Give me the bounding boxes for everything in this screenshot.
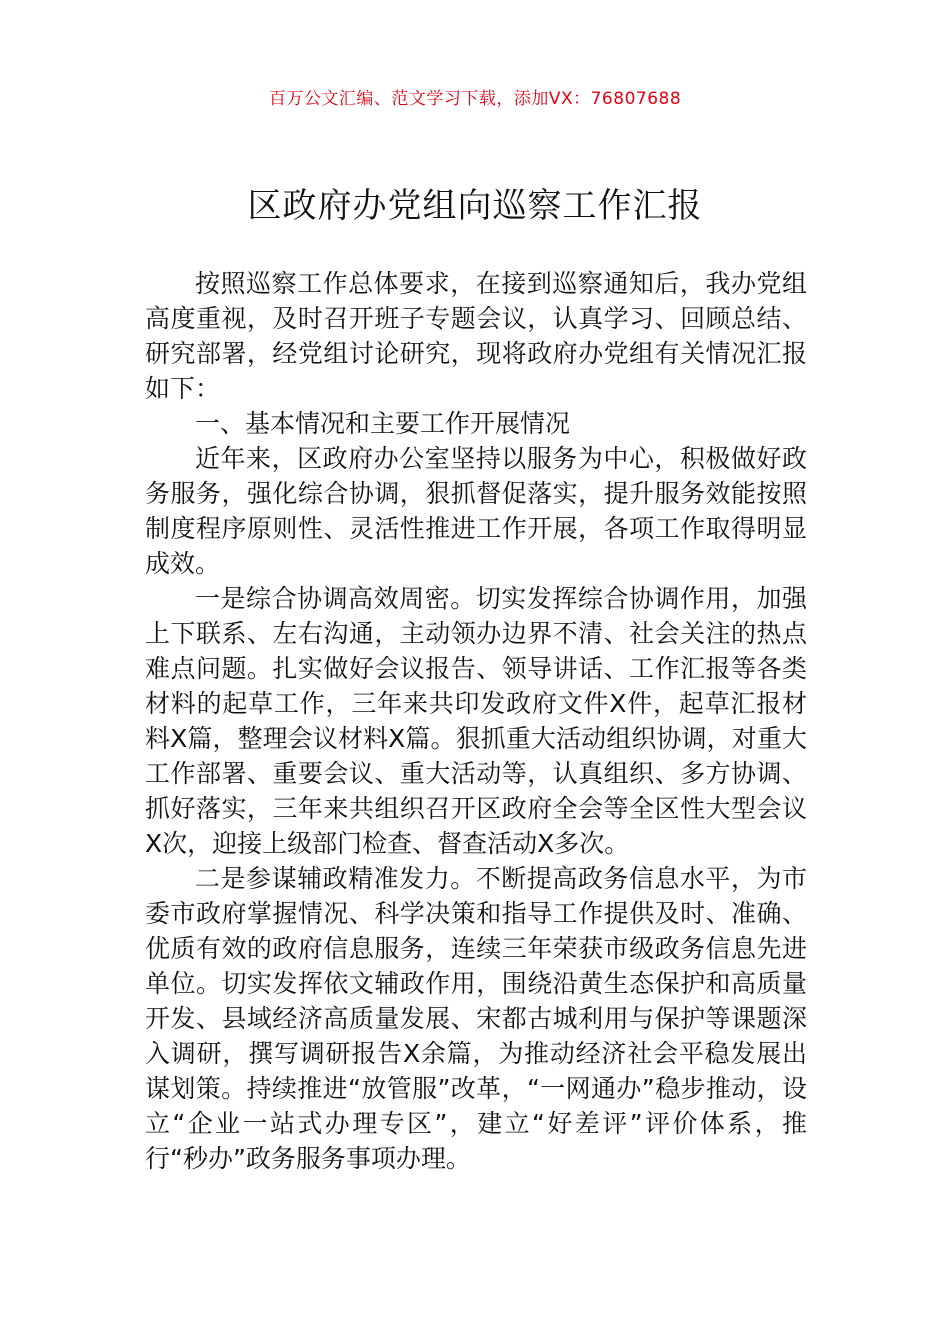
section-heading: 一、基本情况和主要工作开展情况 <box>195 409 571 438</box>
paragraph-point-two: 二是参谋辅政精准发力。不断提高政务信息水平，为市委市政府掌握情况、科学决策和指导工作提供及时、准确、优质有效的政府信息服务，连续三年荣获市级政务信息先进单位。切实发挥依文辅政作用，围绕沿黄生态保护和高质量开发、县域经济高质量发展、宋都古城利用与保护等课题深入调研，撰写调研报告X余篇，为推动经济社会平稳发展出谋划策。持续推进“放管服”改革，“一网通办”稳步推动，设立“企业一站式办理专区”，建立“好差评”评价体系，推行“秒办”政务服务事项办理。 <box>145 864 807 1173</box>
paragraph-overview: 近年来，区政府办公室坚持以服务为中心，积极做好政务服务，强化综合协调，狠抓督促落实，提升服务效能按照制度程序原则性、灵活性推进工作开展，各项工作取得明显成效。 <box>145 444 807 578</box>
paragraph-point-one: 一是综合协调高效周密。切实发挥综合协调作用，加强上下联系、左右沟通，主动领办边界不清、社会关注的热点难点问题。扎实做好会议报告、领导讲话、工作汇报等各类材料的起草工作，三年来共印发政府文件X件，起草汇报材料X篇，整理会议材料X篇。狠抓重大活动组织协调，对重大工作部署、重要会议、重大活动等，认真组织、多方协调、抓好落实，三年来共组织召开区政府全会等全区性大型会议X次，迎接上级部门检查、督查活动X多次。 <box>145 584 807 858</box>
document-title: 区政府办党组向巡察工作汇报 <box>247 186 703 226</box>
paragraph-intro: 按照巡察工作总体要求，在接到巡察通知后，我办党组高度重视，及时召开班子专题会议，认真学习、回顾总结、研究部署，经党组讨论研究，现将政府办党组有关情况汇报如下： <box>145 269 807 403</box>
document-body <box>145 266 807 1176</box>
header-note: 百万公文汇编、范文学习下载，添加VX：76807688 <box>268 89 682 109</box>
